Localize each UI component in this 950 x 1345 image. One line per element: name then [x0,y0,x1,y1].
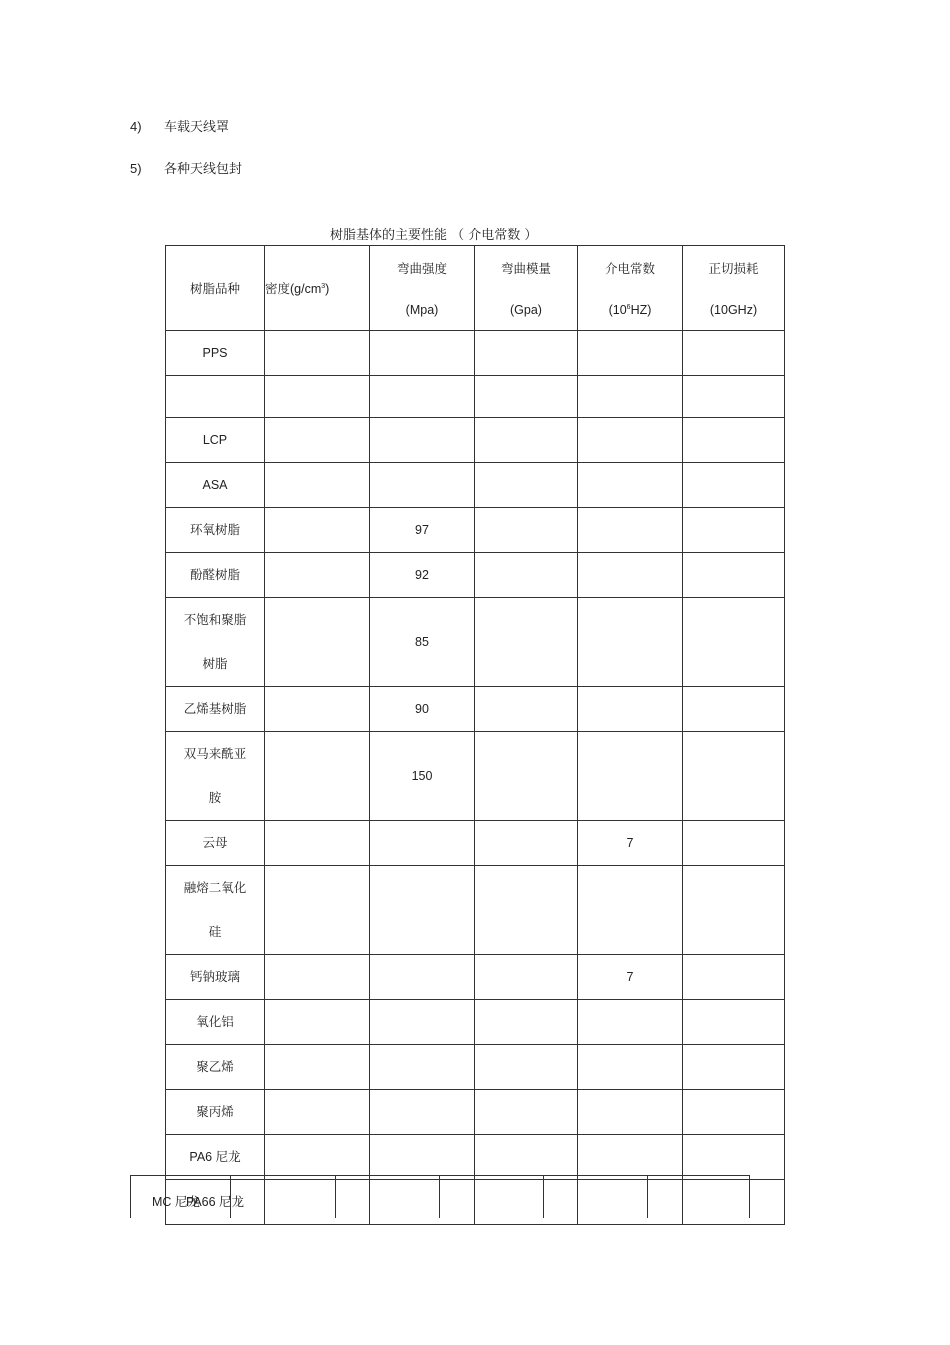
cell-loss [683,732,785,821]
cell-strength [370,821,475,866]
cell-modulus [475,553,578,598]
cell-strength [370,376,475,418]
table-row [166,553,785,598]
cell-dielectric [578,463,683,508]
header-density: 密度$(g/cm^3)$ [265,246,370,331]
cell-dielectric [578,418,683,463]
cell-density [265,331,370,376]
cell-strength [370,331,475,376]
header-flex-modulus: 弯曲模量 (Gpa) [475,246,578,331]
table-row [166,687,785,732]
cell-strength [370,1045,475,1090]
table-header-row [166,246,785,331]
list-number: 5) [130,161,142,176]
cell-dielectric [578,866,683,955]
cell-strength: 85 [370,598,475,687]
cell-dielectric [578,1135,683,1180]
header-dielectric: 介电常数 $(10^6HZ)$ [578,246,683,331]
cell-density [265,1135,370,1180]
table-row [166,821,785,866]
cell-modulus [475,331,578,376]
cell-dielectric [578,508,683,553]
list-item-5 [130,158,242,177]
cell-modulus [475,376,578,418]
cell-dielectric [578,687,683,732]
cell-loss [683,331,785,376]
cell-modulus [475,955,578,1000]
cell-dielectric [578,732,683,821]
cell-resin: 氧化铝 [166,1000,265,1045]
cell-density [265,1090,370,1135]
cell-resin: 环氧树脂 [166,508,265,553]
cell-modulus [475,866,578,955]
row-divider [749,1176,750,1218]
cell-density [265,1000,370,1045]
cell-modulus [475,463,578,508]
table-row [166,331,785,376]
cell-resin [166,376,265,418]
cell-resin: 聚乙烯 [166,1045,265,1090]
cell-dielectric: 7 [578,955,683,1000]
cell-resin: 钙钠玻璃 [166,955,265,1000]
cell-strength [370,1135,475,1180]
cell-strength [370,1000,475,1045]
cell-resin: ASA [166,463,265,508]
cell-loss [683,687,785,732]
row-divider [439,1176,440,1218]
cell-loss [683,821,785,866]
cell-resin: 双马来酰亚 胺 [166,732,265,821]
cell-strength [370,463,475,508]
cell-dielectric [578,376,683,418]
cell-modulus [475,732,578,821]
cell-density [265,732,370,821]
table-row [166,1045,785,1090]
cell-resin: PA66 尼龙 [166,1180,265,1225]
cell-loss [683,598,785,687]
cell-loss [683,955,785,1000]
cell-modulus [475,418,578,463]
table-row [166,508,785,553]
cell-strength [370,866,475,955]
cell-density [265,598,370,687]
cell-loss [683,1090,785,1135]
cell-loss [683,376,785,418]
list-text: 各种天线包封 [164,162,243,177]
cell-density [265,418,370,463]
cell-modulus [475,598,578,687]
cell-loss [683,463,785,508]
header-flex-strength: 弯曲强度 (Mpa) [370,246,475,331]
header-resin: 树脂品种 [166,246,265,331]
table-row [166,1000,785,1045]
cell-dielectric: 7 [578,821,683,866]
overflow-table-row [130,1175,750,1218]
cell-modulus [475,1090,578,1135]
cell-density [265,376,370,418]
cell-modulus [475,1000,578,1045]
cell-density [265,687,370,732]
row-divider [230,1176,231,1218]
list-number: 4) [130,119,142,134]
header-loss-tangent: 正切损耗 (10GHz) [683,246,785,331]
cell-loss [683,1045,785,1090]
table-caption: 树脂基体的主要性能 （ 介电常数 ） [330,228,538,243]
table-row [166,376,785,418]
cell-dielectric [578,1000,683,1045]
cell-resin: 聚丙烯 [166,1090,265,1135]
cell-density [265,821,370,866]
row-divider [647,1176,648,1218]
cell-density [265,866,370,955]
table-row [166,955,785,1000]
table-row [166,866,785,955]
cell-loss [683,508,785,553]
cell-strength: 150 [370,732,475,821]
table-row [166,1135,785,1180]
cell-loss [683,418,785,463]
cell-dielectric [578,1090,683,1135]
list-text: 车载天线罩 [164,120,230,135]
table-row [166,732,785,821]
cell-strength [370,1090,475,1135]
cell-resin: 酚醛树脂 [166,553,265,598]
table-row [166,463,785,508]
cell-resin: LCP [166,418,265,463]
cell-strength: 92 [370,553,475,598]
cell-resin: PA6 尼龙 [166,1135,265,1180]
cell-loss [683,1000,785,1045]
cell-modulus [475,821,578,866]
cell-loss [683,1135,785,1180]
cell-density [265,1045,370,1090]
cell-dielectric [578,331,683,376]
cell-dielectric [578,598,683,687]
cell-modulus [475,508,578,553]
cell-modulus [475,1135,578,1180]
table-row [166,598,785,687]
cell-resin: 乙烯基树脂 [166,687,265,732]
row-divider [335,1176,336,1218]
cell-strength [370,955,475,1000]
cell-dielectric [578,553,683,598]
cell-strength [370,418,475,463]
cell-strength: 97 [370,508,475,553]
cell-dielectric [578,1045,683,1090]
resin-properties-table [165,245,785,1225]
table-row [166,1090,785,1135]
cell-resin: PPS [166,331,265,376]
cell-density [265,463,370,508]
cell-density [265,508,370,553]
cell-modulus [475,1045,578,1090]
cell-resin: 不饱和聚脂 树脂 [166,598,265,687]
cell-resin: 融熔二氧化 硅 [166,866,265,955]
cell-density [265,955,370,1000]
cell-modulus [475,687,578,732]
table-row [166,418,785,463]
list-item-4 [130,116,229,135]
row-divider [130,1176,131,1218]
cell-resin: 云母 [166,821,265,866]
cell-density [265,553,370,598]
cell-resin: MC 尼龙 [152,1195,200,1209]
cell-loss [683,866,785,955]
cell-loss [683,553,785,598]
cell-strength: 90 [370,687,475,732]
row-divider [543,1176,544,1218]
